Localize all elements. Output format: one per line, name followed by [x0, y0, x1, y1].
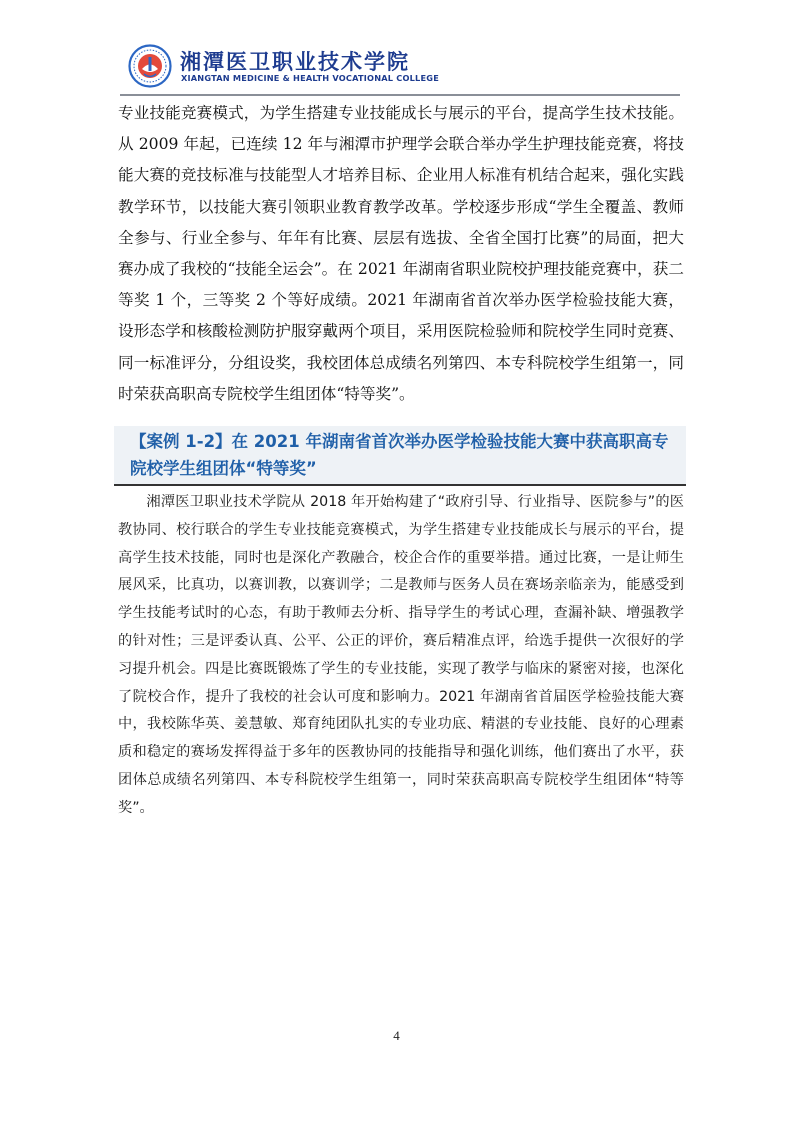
- case-title-box: [114, 426, 686, 486]
- case-body: [118, 489, 684, 823]
- case-paragraph: 湘潭医卫职业技术学院从 2018 年开始构建了“政府引导、行业指导、医院参与”的医教协同、校行联合的学生专业技能竞赛模式，为学生搭建专业技能成长与展示的平台，提高学生技术技能，同时也是深化产教融合，校企合作的重要举措。通过比赛，一是让师生展风采，比真功，以赛训教，以赛训学；二是教师与医务人员在赛场亲临亲为，能感受到学生技能考试时的心态，有助于教师去分析、指导学生的考试心理，查漏补缺、增强教学的针对性；三是评委认真、公平、公正的评价，赛后精准点评，给选手提供一次很好的学习提升机会。四是比赛既锻炼了学生的专业技能，实现了教学与临床的紧密对接，也深化了院校合作，提升了我校的社会认可度和影响力。2021 年湖南省首届医学检验技能大赛中，我校陈华英、姜慧敏、郑育纯团队扎实的专业功底、精湛的专业技能、良好的心理素质和稳定的赛场发挥得益于多年的医教协同的技能指导和强化训练，他们赛出了水平，获团体总成绩名列第四、本专科院校学生组第一，同时荣获高职高专院校学生组团体“特等奖”。: [118, 494, 684, 816]
- school-name-en: XIANGTAN MEDICINE & HEALTH VOCATIONAL COLLEGE: [181, 73, 439, 83]
- header-divider: [120, 94, 680, 96]
- page-header: [120, 42, 680, 92]
- school-emblem-icon: [128, 44, 172, 88]
- page-number: 4: [393, 1028, 400, 1043]
- school-name-cn: 湘潭医卫职业技术学院: [180, 49, 410, 74]
- body-paragraph: 专业技能竞赛模式，为学生搭建专业技能成长与展示的平台，提高学生技术技能。从 2009 年起，已连续 12 年与湘潭市护理学会联合举办学生护理技能竞赛，将技能大赛的竞技标准与技能型人才培养目标、企业用人标准有机结合起来，强化实践教学环节，以技能大赛引领职业教育教学改革。学校逐步形成“学生全覆盖、教师全参与、行业全参与、年年有比赛、层层有选拔、全省全国打比赛”的局面，把大赛办成了我校的“技能全运会”。在 2021 年湖南省职业院校护理技能竞赛中，获二等奖 1 个，三等奖 2 个等好成绩。2021 年湖南省首次举办医学检验技能大赛，设形态学和核酸检测防护服穿戴两个项目，采用医院检验师和院校学生同时竞赛、同一标准评分，分组设奖，我校团体总成绩名列第四、本专科院校学生组第一，同时荣获高职高专院校学生组团体“特等奖”。: [118, 104, 684, 403]
- case-title: 【案例 1-2】在 2021 年湖南省首次举办医学检验技能大赛中获高职高专院校学生组团体“特等奖”: [130, 432, 669, 478]
- main-body: [118, 98, 684, 410]
